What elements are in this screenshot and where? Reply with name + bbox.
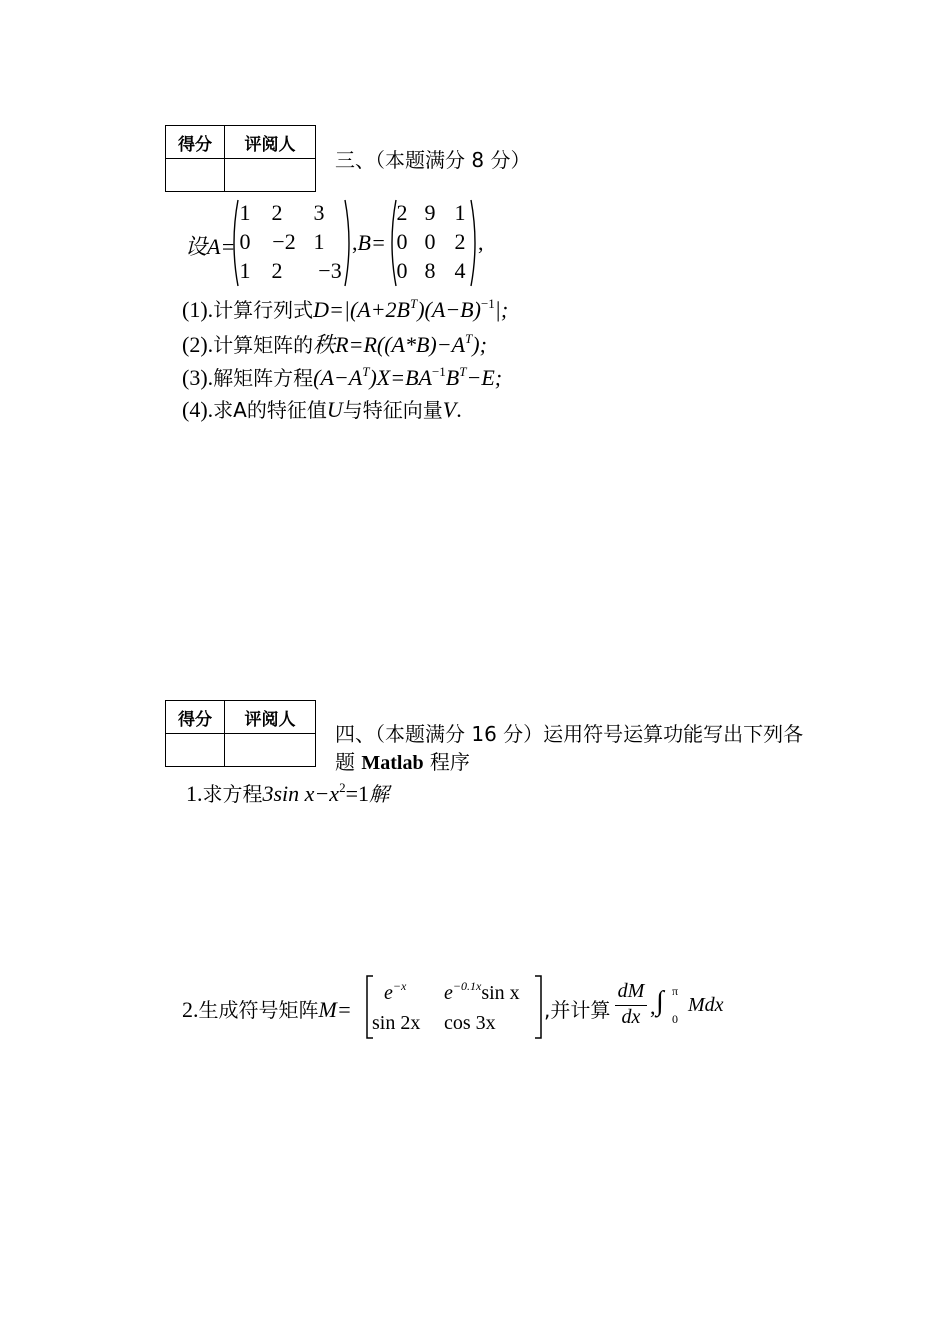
- score-table-3: [165, 125, 316, 192]
- item-math: −E;: [466, 365, 503, 390]
- matrix-a-cell: 1: [313, 229, 325, 254]
- item-3: [182, 362, 502, 391]
- q-sup: 2: [339, 780, 346, 795]
- section-4-title-line1: 四、（本题满分 16 分）运用符号运算功能写出下列各: [335, 722, 804, 746]
- given-set-word: 设: [185, 234, 208, 259]
- item-math: V: [442, 397, 457, 422]
- title-prefix: 题: [335, 750, 362, 774]
- item-math: (A−A: [313, 365, 363, 390]
- question-2-after: [544, 994, 610, 1023]
- item-math: );: [472, 332, 487, 357]
- q-number: 2.: [182, 997, 199, 1022]
- section-3-title: 三、（本题满分 8 分）: [335, 148, 531, 172]
- matrix-a-cell: 1: [239, 258, 251, 283]
- matrix-b-cell: 4: [454, 258, 466, 283]
- matrix-b-cell: 0: [424, 229, 436, 254]
- item-text: 求A的特征值: [213, 398, 327, 422]
- matrix-a-cell: −3: [318, 258, 342, 283]
- item-text: 解矩阵方程: [213, 366, 314, 390]
- integrand: Mdx: [688, 994, 724, 1016]
- title-suffix: 程序: [423, 750, 470, 774]
- matrix-a: [236, 200, 348, 290]
- question-2-prefix: [182, 994, 352, 1023]
- item-end: .: [456, 397, 462, 422]
- q-math: =1: [345, 781, 369, 806]
- matrix-b-cell: 9: [424, 200, 436, 225]
- item-1: [182, 294, 508, 323]
- item-sup: T: [362, 364, 370, 379]
- q-number: 1.: [186, 781, 203, 806]
- fraction: [615, 980, 647, 1029]
- given-suffix: ,: [478, 230, 484, 255]
- matrix-m: [372, 978, 538, 1040]
- question-1: [186, 778, 389, 807]
- fraction-numerator: dM: [617, 980, 645, 1002]
- q-text: ,并计算: [544, 998, 611, 1022]
- matrix-a-cell: 2: [271, 200, 283, 225]
- item-number: (2).: [182, 332, 214, 357]
- reviewer-header: 评阅人: [225, 701, 316, 734]
- integral-sign: ∫: [656, 986, 664, 1017]
- matrix-b-cell: 0: [396, 258, 408, 283]
- integral-upper: π: [672, 984, 679, 998]
- matrix-m-cell: sin 2x: [372, 1012, 421, 1034]
- score-header: 得分: [166, 126, 225, 159]
- item-math: )X=BA: [369, 365, 432, 390]
- item-text: 与特征向量: [342, 398, 443, 422]
- item-number: (1).: [182, 297, 214, 322]
- item-sup: T: [465, 331, 473, 346]
- q-end: 解: [368, 782, 389, 806]
- matrix-b-label-group: [352, 230, 386, 256]
- item-number: (3).: [182, 365, 214, 390]
- matrix-m-cell: $e^{-0.1x}\sin$ x: [444, 979, 520, 1004]
- matrix-m-cell: $e^{-x}$: [384, 979, 407, 1004]
- matrix-a-cell: −2: [272, 229, 296, 254]
- matrix-a-cell: 2: [271, 258, 283, 283]
- matrix-m-cell: cos 3x: [444, 1012, 496, 1034]
- item-sup: −1: [431, 364, 446, 379]
- matrix-a-cell: 3: [313, 200, 325, 225]
- item-text: 计算矩阵的: [213, 333, 314, 357]
- matrix-m-label: M=: [318, 997, 352, 1022]
- matrix-b-cell: 0: [396, 229, 408, 254]
- title-matlab: Matlab: [361, 752, 424, 774]
- q-text: 生成符号矩阵: [198, 998, 319, 1022]
- item-4: [182, 394, 462, 423]
- item-sup: T: [410, 296, 418, 311]
- item-2: [182, 328, 487, 359]
- item-sup: T: [459, 364, 467, 379]
- item-sup: −1: [480, 296, 495, 311]
- matrix-a-cell: 1: [239, 200, 251, 225]
- q-math: 3sin x−x: [262, 781, 340, 806]
- score-cell[interactable]: [166, 734, 225, 767]
- q-text: 求方程: [202, 782, 263, 806]
- reviewer-header: 评阅人: [225, 126, 316, 159]
- reviewer-cell[interactable]: [225, 159, 316, 192]
- item-math: 秩R=R((A*B)−A: [313, 332, 466, 357]
- item-math: )(A−B): [417, 297, 481, 322]
- score-header: 得分: [166, 701, 225, 734]
- matrix-b-cell: 2: [396, 200, 408, 225]
- matrix-a-label: A=: [207, 234, 236, 259]
- matrix-b: [394, 200, 474, 290]
- integral-lower: 0: [672, 1012, 678, 1026]
- item-math: D=|(A+2B: [313, 297, 410, 322]
- comma: ,: [650, 994, 656, 1019]
- item-text: 计算行列式: [213, 298, 314, 322]
- item-number: (4).: [182, 397, 214, 422]
- item-math: B: [445, 365, 460, 390]
- matrix-m-right-bracket: [533, 975, 543, 1039]
- score-table-4: [165, 700, 316, 767]
- item-math: |;: [494, 297, 509, 322]
- matrix-a-cell: 0: [239, 229, 251, 254]
- item-math: U: [326, 397, 343, 422]
- matrix-b-cell: 2: [454, 229, 466, 254]
- matrix-b-label: B=: [357, 230, 386, 255]
- given-prefix: [185, 230, 235, 261]
- score-cell[interactable]: [166, 159, 225, 192]
- fraction-denominator: dx: [615, 1005, 647, 1029]
- matrix-b-cell: 8: [424, 258, 436, 283]
- separator-comma: ,: [352, 230, 358, 255]
- matrix-b-cell: 1: [454, 200, 466, 225]
- section-4-title-line2: [335, 746, 470, 775]
- reviewer-cell[interactable]: [225, 734, 316, 767]
